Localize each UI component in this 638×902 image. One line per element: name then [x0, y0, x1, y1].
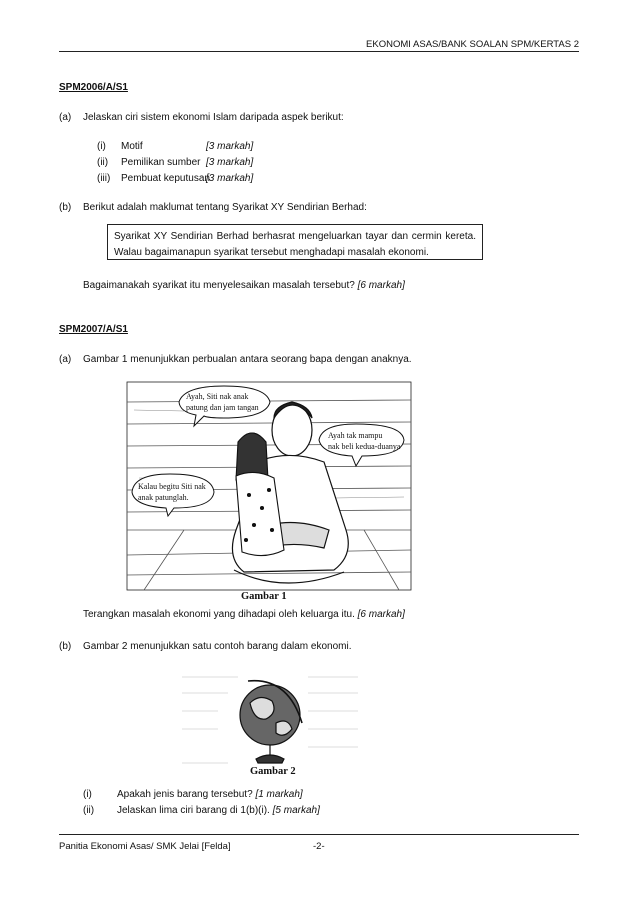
- bubble-line: anak patunglah.: [138, 493, 189, 502]
- aspect-num: (ii): [97, 157, 109, 168]
- bubble-line: patung dan jam tangan: [186, 403, 259, 412]
- sub-question: [117, 789, 303, 800]
- figure-2-caption: Gambar 2: [250, 766, 296, 777]
- question-code: SPM2006/A/S1: [59, 82, 128, 93]
- bubble-line: Ayah, Siti nak anak: [186, 392, 249, 401]
- figure-2: [178, 663, 362, 781]
- sub-num: (i): [83, 789, 92, 800]
- question-sentence: Terangkan masalah ekonomi yang dihadapi oleh keluarga itu.: [83, 609, 355, 620]
- page-number: -2-: [313, 841, 325, 852]
- info-box-line: Walau bagaimanapun syarikat tersebut menghadapi masalah ekonomi.: [114, 246, 429, 258]
- globe-illustration: [178, 663, 362, 781]
- header-rule: [59, 51, 579, 52]
- part-b-text: Gambar 2 menunjukkan satu contoh barang dalam ekonomi.: [83, 641, 352, 652]
- question-marks: [6 markah]: [357, 609, 405, 620]
- bubble-line: Ayah tak mampu: [328, 431, 383, 440]
- figure-1-illustration: [124, 380, 414, 608]
- part-a-text: Gambar 1 menunjukkan perbualan antara seorang bapa dengan anaknya.: [83, 354, 412, 365]
- aspect-label: Pembuat keputusan: [121, 173, 210, 184]
- aspect-num: (iii): [97, 173, 111, 184]
- part-b-text: Berikut adalah maklumat tentang Syarikat XY Sendirian Berhad:: [83, 202, 367, 213]
- sub-question-text: Jelaskan lima ciri barang di 1(b)(i).: [117, 805, 270, 816]
- info-box: [107, 224, 483, 260]
- sub-num: (ii): [83, 805, 95, 816]
- question-text: [83, 609, 405, 620]
- sub-question: [117, 805, 320, 816]
- part-a-label: (a): [59, 354, 72, 365]
- aspect-marks: [3 markah]: [206, 141, 254, 152]
- bubble-line: nak beli kedua-duanya: [328, 442, 401, 451]
- bubble-line: Kalau begitu Siti nak: [138, 482, 206, 491]
- part-b-label: (b): [59, 641, 72, 652]
- sub-question-marks: [5 markah]: [272, 805, 320, 816]
- question-code: SPM2007/A/S1: [59, 324, 128, 335]
- aspect-marks: [3 markah]: [206, 173, 254, 184]
- sub-question-text: Apakah jenis barang tersebut?: [117, 789, 253, 800]
- question-marks: [6 markah]: [357, 280, 405, 291]
- figure-1: [124, 380, 414, 608]
- info-box-line: Syarikat XY Sendirian Berhad berhasrat mengeluarkan tayar dan cermin kereta.: [114, 231, 476, 242]
- part-b-label: (b): [59, 202, 72, 213]
- question-sentence: Bagaimanakah syarikat itu menyelesaikan masalah tersebut?: [83, 280, 355, 291]
- footer-rule: [59, 834, 579, 835]
- part-a-text: Jelaskan ciri sistem ekonomi Islam daripada aspek berikut:: [83, 112, 344, 123]
- aspect-marks: [3 markah]: [206, 157, 254, 168]
- question-text: [83, 280, 405, 291]
- part-a-label: (a): [59, 112, 72, 123]
- figure-1-caption: Gambar 1: [241, 591, 287, 602]
- aspect-num: (i): [97, 141, 106, 152]
- aspect-label: Motif: [121, 141, 143, 152]
- running-header: EKONOMI ASAS/BANK SOALAN SPM/KERTAS 2: [366, 39, 579, 50]
- footer-text: Panitia Ekonomi Asas/ SMK Jelai [Felda]: [59, 841, 231, 852]
- aspect-label: Pemilikan sumber: [121, 157, 201, 168]
- sub-question-marks: [1 markah]: [255, 789, 303, 800]
